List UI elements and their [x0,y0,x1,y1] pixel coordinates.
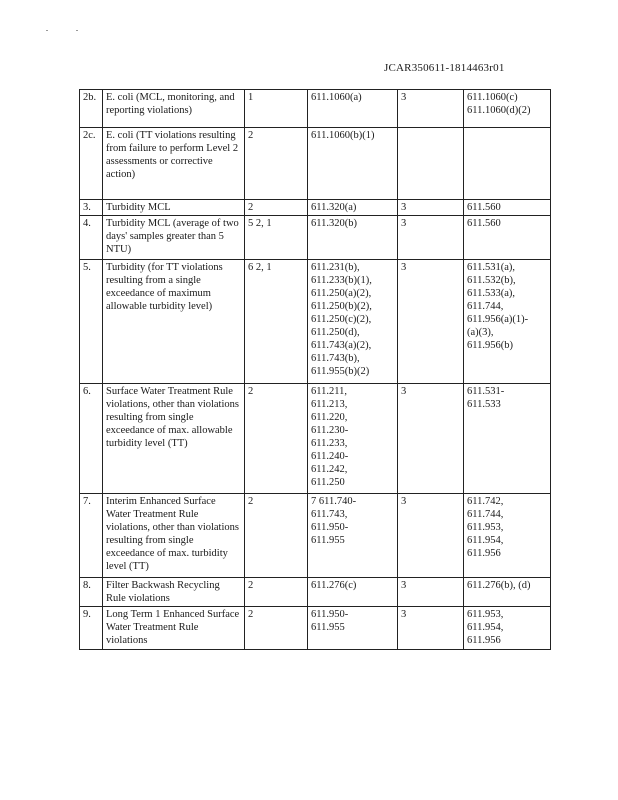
mcl-citation: 611.231(b), 611.233(b)(1), 611.250(a)(2), 611.250(b)(2), 611.250(c)(2), 611.250(d), 611.743(a)(2), 611.743(b), 611.955(b)(2) [308,260,398,384]
tier-cell: 2 [245,128,308,200]
toc-tier-cell: 3 [398,260,464,384]
mcl-citation: 611.1060(b)(1) [308,128,398,200]
row-number: 6. [80,384,103,494]
toc-citation: 611.531- 611.533 [464,384,551,494]
scan-speck [46,30,48,31]
table-row [80,494,551,578]
toc-citation: 611.560 [464,200,551,216]
tier-cell: 2 [245,578,308,607]
violation-description: Interim Enhanced Surface Water Treatment Rule violations, other than violations resulting from single exceedance of max. turbidity level (TT) [103,494,245,578]
tier-cell: 2 [245,494,308,578]
violations-table [79,89,551,650]
table-row [80,260,551,384]
mcl-citation: 611.320(b) [308,216,398,260]
toc-tier-cell [398,128,464,200]
tier-cell: 5 2, 1 [245,216,308,260]
toc-tier-cell: 3 [398,90,464,128]
violation-description: Turbidity MCL [103,200,245,216]
toc-tier-cell: 3 [398,216,464,260]
mcl-citation: 7 611.740- 611.743, 611.950- 611.955 [308,494,398,578]
row-number: 9. [80,607,103,650]
toc-tier-cell: 3 [398,607,464,650]
toc-citation: 611.742, 611.744, 611.953, 611.954, 611.956 [464,494,551,578]
row-number: 2c. [80,128,103,200]
row-number: 3. [80,200,103,216]
toc-citation [464,128,551,200]
mcl-citation: 611.320(a) [308,200,398,216]
tier-cell: 1 [245,90,308,128]
toc-citation: 611.1060(c) 611.1060(d)(2) [464,90,551,128]
row-number: 7. [80,494,103,578]
table-row [80,128,551,200]
row-number: 8. [80,578,103,607]
violation-description: E. coli (MCL, monitoring, and reporting violations) [103,90,245,128]
toc-tier-cell: 3 [398,384,464,494]
tier-cell: 2 [245,607,308,650]
toc-tier-cell: 3 [398,494,464,578]
violation-description: E. coli (TT violations resulting from failure to perform Level 2 assessments or corrective action) [103,128,245,200]
mcl-citation: 611.276(c) [308,578,398,607]
mcl-citation: 611.211, 611.213, 611.220, 611.230- 611.233, 611.240- 611.242, 611.250 [308,384,398,494]
table-row [80,90,551,128]
table-row [80,578,551,607]
row-number: 5. [80,260,103,384]
row-number: 4. [80,216,103,260]
violation-description: Turbidity MCL (average of two days' samples greater than 5 NTU) [103,216,245,260]
table-row [80,216,551,260]
mcl-citation: 611.950- 611.955 [308,607,398,650]
toc-citation: 611.560 [464,216,551,260]
table-row [80,607,551,650]
table-row [80,384,551,494]
tier-cell: 2 [245,384,308,494]
document-id: JCAR350611-1814463r01 [384,62,505,74]
tier-cell: 2 [245,200,308,216]
toc-citation: 611.953, 611.954, 611.956 [464,607,551,650]
toc-tier-cell: 3 [398,578,464,607]
violation-description: Long Term 1 Enhanced Surface Water Treatment Rule violations [103,607,245,650]
scan-speck [76,30,78,31]
table-row [80,200,551,216]
toc-tier-cell: 3 [398,200,464,216]
violation-description: Turbidity (for TT violations resulting from a single exceedance of maximum allowable turbidity level) [103,260,245,384]
toc-citation: 611.276(b), (d) [464,578,551,607]
violation-description: Surface Water Treatment Rule violations, other than violations resulting from single exceedance of max. allowable turbidity level (TT) [103,384,245,494]
violation-description: Filter Backwash Recycling Rule violations [103,578,245,607]
mcl-citation: 611.1060(a) [308,90,398,128]
tier-cell: 6 2, 1 [245,260,308,384]
row-number: 2b. [80,90,103,128]
toc-citation: 611.531(a), 611.532(b), 611.533(a), 611.744, 611.956(a)(1)- (a)(3), 611.956(b) [464,260,551,384]
